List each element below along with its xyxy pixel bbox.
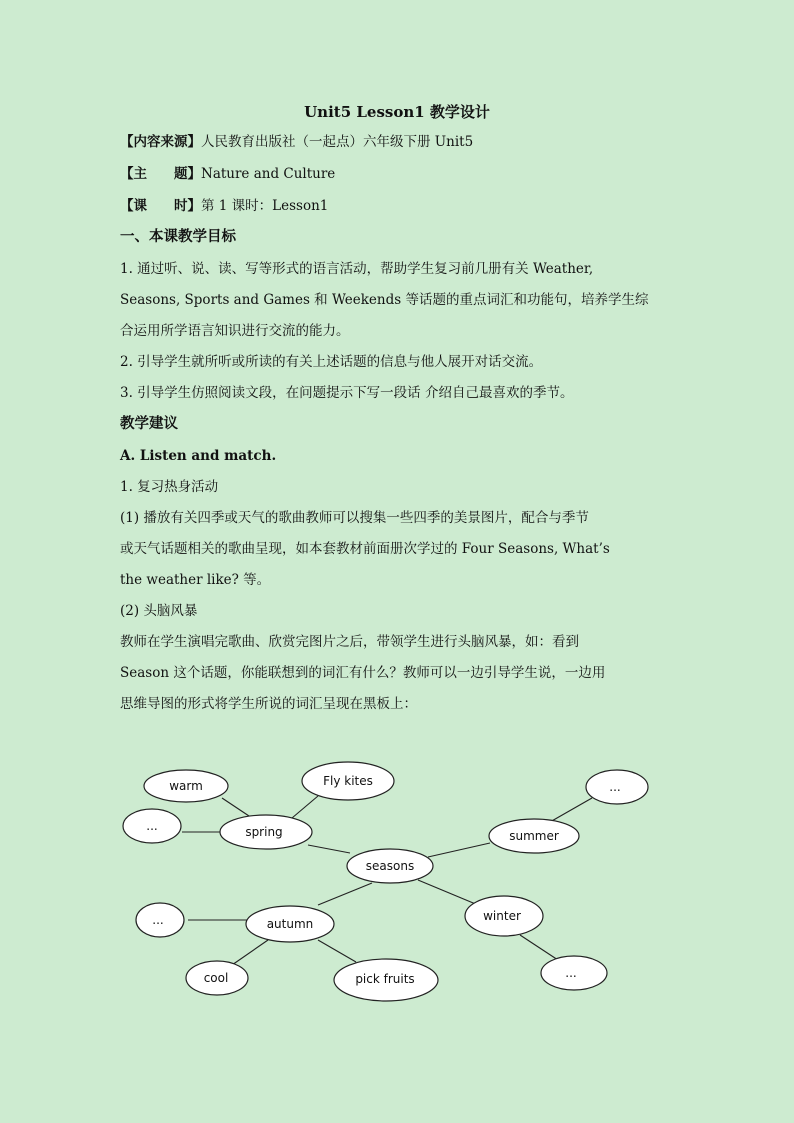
- node-autumn-more: [136, 903, 184, 937]
- edge-warm-spring: [222, 798, 252, 818]
- node-seasons-label: seasons: [365, 859, 415, 873]
- node-summer-label: summer: [509, 829, 559, 843]
- objective-line: Seasons, Sports and Games 和 Weekends 等话题的重点词汇和功能句，培养学生综: [120, 292, 649, 308]
- meta-source-label: 【内容来源】: [120, 134, 201, 150]
- node-summer-more-label: ...: [609, 780, 621, 794]
- edge-seasons-winter: [418, 880, 478, 905]
- node-warm-label: warm: [169, 779, 203, 793]
- meta-topic-label: 【主 题】: [120, 166, 201, 182]
- edge-seasons-summer: [428, 843, 490, 857]
- node-fly-kites: [302, 762, 394, 800]
- objective-line: 1. 通过听、说、读、写等形式的语言活动，帮助学生复习前几册有关 Weather,: [120, 261, 594, 277]
- paragraph-line: (1) 播放有关四季或天气的歌曲教师可以搜集一些四季的美景图片，配合与季节: [120, 510, 589, 526]
- meta-topic-value: Nature and Culture: [201, 166, 336, 182]
- node-winter-more-label: ...: [565, 966, 577, 980]
- node-summer-more: [586, 770, 648, 804]
- node-cool: [186, 961, 248, 995]
- paragraph-line: 教师在学生演唱完歌曲、欣赏完图片之后，带领学生进行头脑风暴，如：看到: [120, 634, 579, 650]
- meta-source-value: 人民教育出版社（一起点）六年级下册 Unit5: [201, 134, 474, 150]
- node-autumn-label: autumn: [266, 917, 314, 931]
- node-winter: [465, 896, 543, 936]
- edge-autumn-pickfruits: [318, 940, 356, 962]
- objective-line: 合运用所学语言知识进行交流的能力。: [120, 323, 350, 339]
- meta-period-label: 【课 时】: [120, 198, 201, 214]
- edge-spring-flykites: [292, 796, 318, 818]
- node-warm: [144, 770, 228, 802]
- paragraph-line: Season 这个话题，你能联想到的词汇有什么？教师可以一边引导学生说，一边用: [120, 665, 606, 681]
- step-heading: 1. 复习热身活动: [120, 479, 219, 495]
- section-suggestions-heading: 教学建议: [120, 415, 178, 432]
- node-autumn-more-label: ...: [152, 913, 164, 927]
- paragraph-line: (2) 头脑风暴: [120, 603, 198, 619]
- node-spring: [220, 815, 312, 849]
- node-spring-label: spring: [245, 825, 283, 839]
- edge-autumn-cool: [232, 940, 268, 965]
- section-objectives-heading: 一、本课教学目标: [120, 228, 236, 245]
- document-title: Unit5 Lesson1 教学设计: [304, 103, 490, 121]
- node-spring-more: [123, 809, 181, 843]
- node-spring-more-label: ...: [146, 819, 158, 833]
- edge-spring-seasons: [308, 845, 350, 853]
- paragraph-line: 思维导图的形式将学生所说的词汇呈现在黑板上：: [120, 696, 417, 712]
- objective-line: 2. 引导学生就所听或所读的有关上述话题的信息与他人展开对话交流。: [120, 354, 543, 370]
- node-seasons: [347, 849, 433, 883]
- node-winter-more: [541, 956, 607, 990]
- edge-winter-more: [520, 935, 558, 960]
- paragraph-line: the weather like? 等。: [120, 572, 271, 588]
- node-summer: [489, 819, 579, 853]
- node-fly-kites-label: Fly kites: [323, 774, 373, 788]
- paragraph-line: 或天气话题相关的歌曲呈现，如本套教材前面册次学过的 Four Seasons, What’s: [120, 541, 610, 557]
- edge-seasons-autumn: [318, 883, 372, 905]
- edge-summer-more: [550, 798, 592, 822]
- objective-line: 3. 引导学生仿照阅读文段，在问题提示下写一段话 介绍自己最喜欢的季节。: [120, 385, 574, 401]
- subsection-heading: A. Listen and match.: [120, 448, 277, 464]
- node-cool-label: cool: [203, 971, 229, 985]
- node-winter-label: winter: [483, 909, 521, 923]
- node-pick-fruits-label: pick fruits: [355, 972, 415, 986]
- meta-period-value: 第 1 课时：Lesson1: [201, 198, 329, 214]
- node-autumn: [246, 906, 334, 942]
- node-pick-fruits: [334, 959, 438, 1001]
